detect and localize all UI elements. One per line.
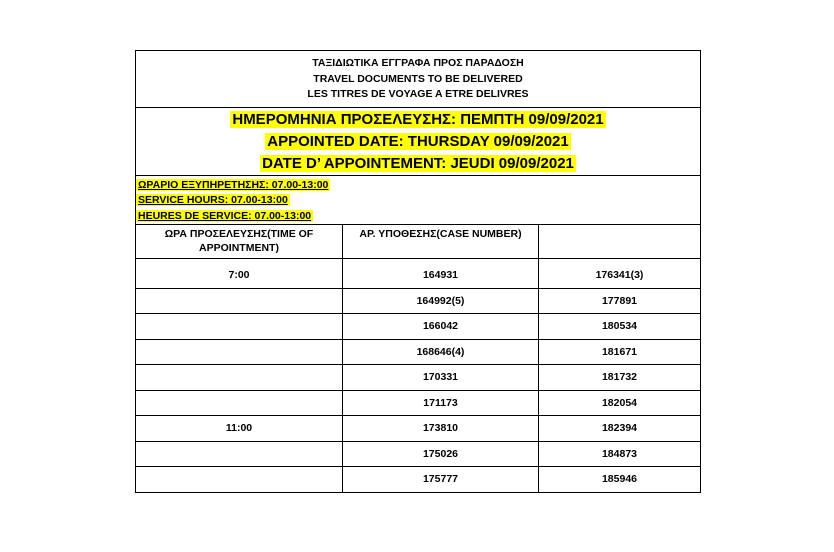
- service-hours-french: HEURES DE SERVICE: 07.00-13:00: [138, 209, 312, 222]
- case-number-cell: 168646(4): [343, 339, 539, 365]
- time-cell: [136, 314, 343, 340]
- case-number-cell: 175777: [343, 467, 539, 493]
- column-header-case: ΑΡ. ΥΠΟΘΕΣΗΣ(CASE NUMBER): [343, 225, 539, 259]
- column-header-time: ΩΡΑ ΠΡΟΣΕΛΕΥΣΗΣ(TIME OF APPOINTMENT): [136, 225, 343, 259]
- case-number-cell: 171173: [343, 390, 539, 416]
- table-row: [136, 288, 700, 314]
- time-cell: [136, 365, 343, 391]
- time-cell: 11:00: [136, 416, 343, 442]
- service-hours-english: SERVICE HOURS: 07.00-13:00: [138, 194, 288, 206]
- time-cell: [136, 441, 343, 467]
- time-cell: [136, 288, 343, 314]
- table-header-row: [136, 225, 700, 259]
- case-number-cell: 175026: [343, 441, 539, 467]
- case-number-cell: 164931: [343, 259, 539, 289]
- table-row: [136, 390, 700, 416]
- case-number-cell: 173810: [343, 416, 539, 442]
- case-number-cell: 182394: [539, 416, 701, 442]
- case-number-cell: 182054: [539, 390, 701, 416]
- case-number-cell: 181732: [539, 365, 701, 391]
- time-cell: 7:00: [136, 259, 343, 289]
- case-number-cell: 180534: [539, 314, 701, 340]
- case-number-cell: 164992(5): [343, 288, 539, 314]
- table-row: [136, 314, 700, 340]
- table-row: [136, 416, 700, 442]
- header-greek: ΤΑΞΙΔΙΩΤΙΚΑ ΕΓΓΡΑΦΑ ΠΡΟΣ ΠΑΡΑΔΟΣΗ: [312, 57, 524, 69]
- case-number-cell: 181671: [539, 339, 701, 365]
- service-hours-block: [136, 176, 700, 225]
- case-table: [136, 224, 700, 493]
- case-number-cell: 184873: [539, 441, 701, 467]
- time-cell: [136, 390, 343, 416]
- appointment-date-english: APPOINTED DATE: THURSDAY 09/09/2021: [267, 132, 569, 150]
- case-number-cell: 176341(3): [539, 259, 701, 289]
- document-page: [135, 50, 701, 493]
- table-row: [136, 259, 700, 289]
- header-french: LES TITRES DE VOYAGE A ETRE DELIVRES: [307, 88, 529, 100]
- time-cell: [136, 339, 343, 365]
- service-hours-greek: ΩΡΑΡΙΟ ΕΞΥΠΗΡΕΤΗΣΗΣ: 07.00-13:00: [138, 178, 329, 191]
- case-number-cell: 170331: [343, 365, 539, 391]
- table-row: [136, 441, 700, 467]
- header-english: TRAVEL DOCUMENTS TO BE DELIVERED: [313, 72, 523, 85]
- appointment-date-block: [136, 108, 700, 176]
- case-number-cell: 166042: [343, 314, 539, 340]
- document-header: [136, 51, 700, 108]
- time-cell: [136, 467, 343, 493]
- case-number-cell: 185946: [539, 467, 701, 493]
- appointment-date-french: DATE D’ APPOINTEMENT: JEUDI 09/09/2021: [262, 154, 574, 172]
- table-row: [136, 339, 700, 365]
- column-header-extra: [539, 225, 701, 259]
- table-row: [136, 365, 700, 391]
- case-number-cell: 177891: [539, 288, 701, 314]
- appointment-date-greek: ΗΜΕΡΟΜΗΝΙΑ ΠΡΟΣΕΛΕΥΣΗΣ: ΠΕΜΠΤΗ 09/09/2021: [232, 110, 604, 128]
- table-row: [136, 467, 700, 493]
